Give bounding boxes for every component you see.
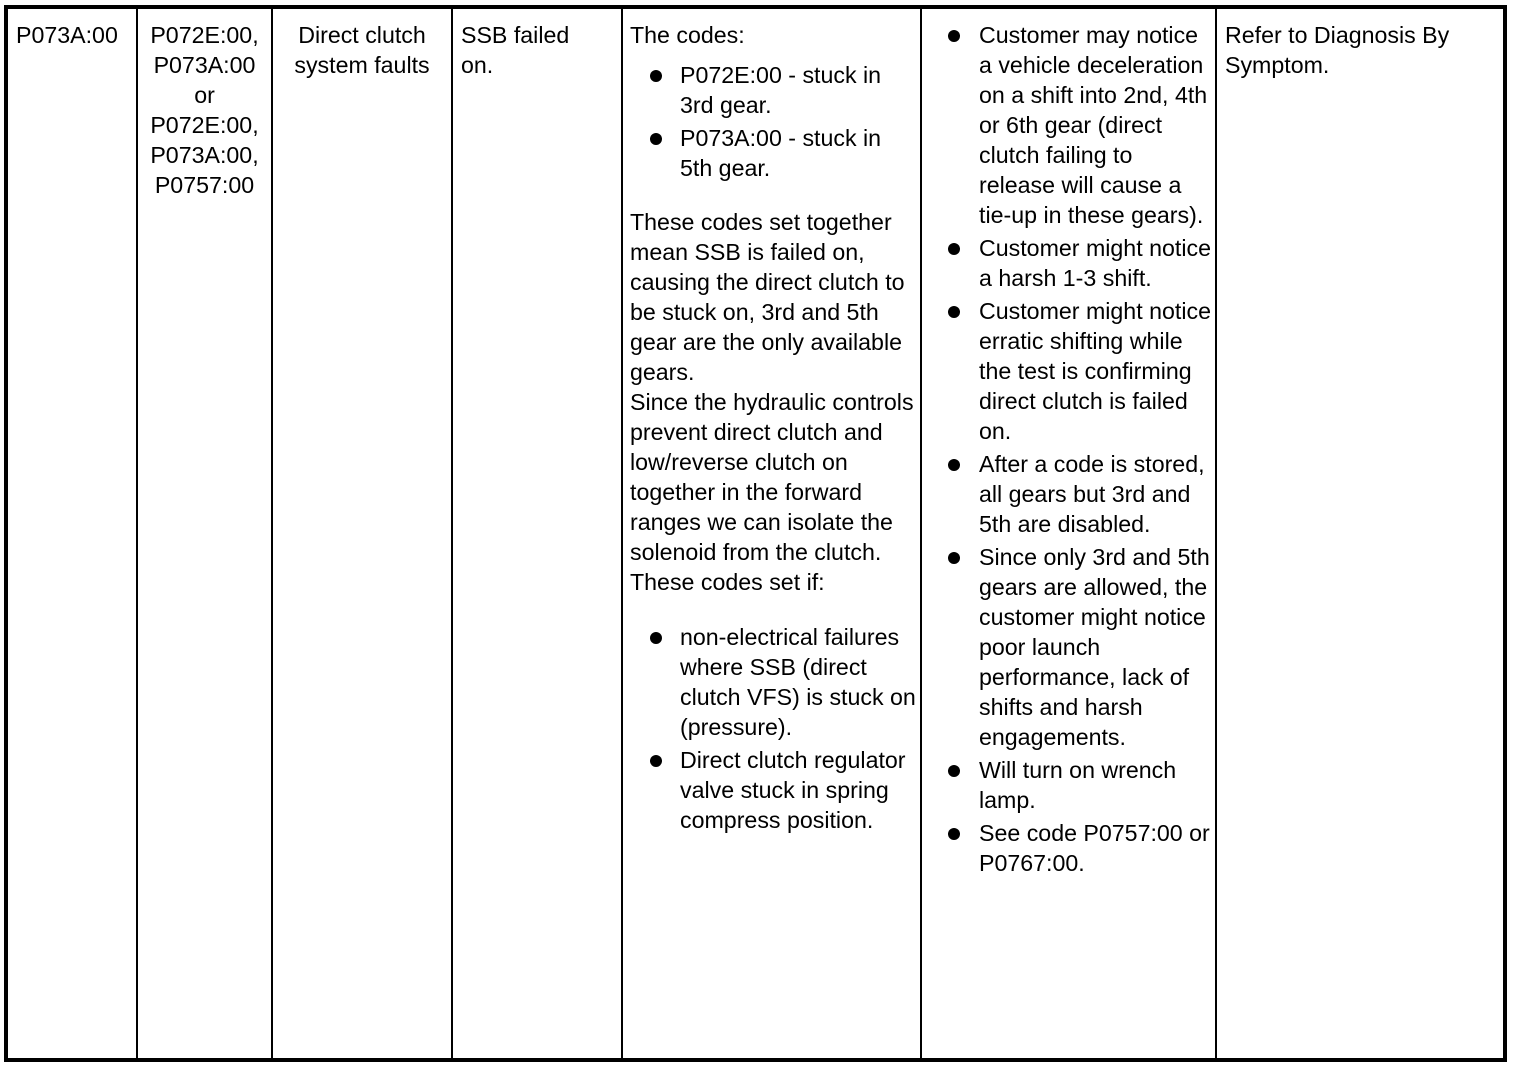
related-code-line: P0757:00	[154, 172, 255, 198]
related-codes-cell	[138, 9, 273, 1058]
symptom-item: After a code is stored, all gears but 3rd and 5th are disabled.	[979, 449, 1214, 539]
code-bullet: P072E:00 - stuck in 3rd gear.	[680, 60, 916, 120]
failure-state-cell	[453, 9, 623, 1058]
fault-line: system faults	[294, 52, 430, 78]
state-line: SSB failed	[461, 22, 570, 48]
symptom-item: Customer might notice erratic shifting while the test is confirming direct clutch is failed on.	[979, 296, 1214, 446]
description-paragraph: These codes set if:	[630, 569, 825, 595]
symptom-item: See code P0757:00 or P0767:00.	[979, 818, 1214, 878]
symptom-list	[979, 20, 1214, 878]
action-line: Symptom.	[1225, 52, 1330, 78]
description-paragraph: Since the hydraulic controls prevent direct clutch and low/reverse clutch on together in the forward ranges we can isolate the solenoid from the clutch.	[630, 389, 914, 565]
dtc-code: P073A:00	[16, 22, 118, 48]
condition-bullet: non-electrical failures where SSB (direct clutch VFS) is stuck on (pressure).	[680, 624, 916, 740]
code-bullet: P073A:00 - stuck in 5th gear.	[680, 123, 916, 183]
symptoms-cell	[922, 9, 1217, 1058]
condition-bullet-list	[680, 622, 916, 835]
related-code-line: P073A:00,	[150, 142, 259, 168]
dtc-table-row	[4, 5, 1507, 1062]
action-cell	[1217, 9, 1503, 1058]
fault-description-cell	[273, 9, 453, 1058]
description-paragraph: These codes set together mean SSB is failed on, causing the direct clutch to be stuck on, 3rd and 5th gear are the only available gears.	[630, 209, 905, 385]
related-code-line: P073A:00	[153, 52, 256, 78]
condition-bullet: Direct clutch regulator valve stuck in spring compress position.	[680, 745, 916, 835]
symptom-item: Customer might notice a harsh 1-3 shift.	[979, 233, 1214, 293]
dtc-cell	[8, 9, 138, 1058]
state-line: on.	[461, 52, 494, 78]
related-code-line: or	[194, 82, 215, 108]
related-code-line: P072E:00,	[150, 22, 259, 48]
description-cell	[623, 9, 922, 1058]
fault-line: Direct clutch	[298, 22, 426, 48]
symptom-item: Will turn on wrench lamp.	[979, 755, 1214, 815]
symptom-item: Since only 3rd and 5th gears are allowed, the customer might notice poor launch performance, lack of shifts and harsh engagements.	[979, 542, 1214, 752]
action-line: Refer to Diagnosis By	[1225, 22, 1450, 48]
symptom-item: Customer may notice a vehicle deceleration on a shift into 2nd, 4th or 6th gear (direct clutch failing to release will cause a tie-up in these gears).	[979, 20, 1214, 230]
related-code-line: P072E:00,	[150, 112, 259, 138]
description-intro: The codes:	[630, 22, 745, 48]
code-bullet-list	[680, 60, 916, 183]
